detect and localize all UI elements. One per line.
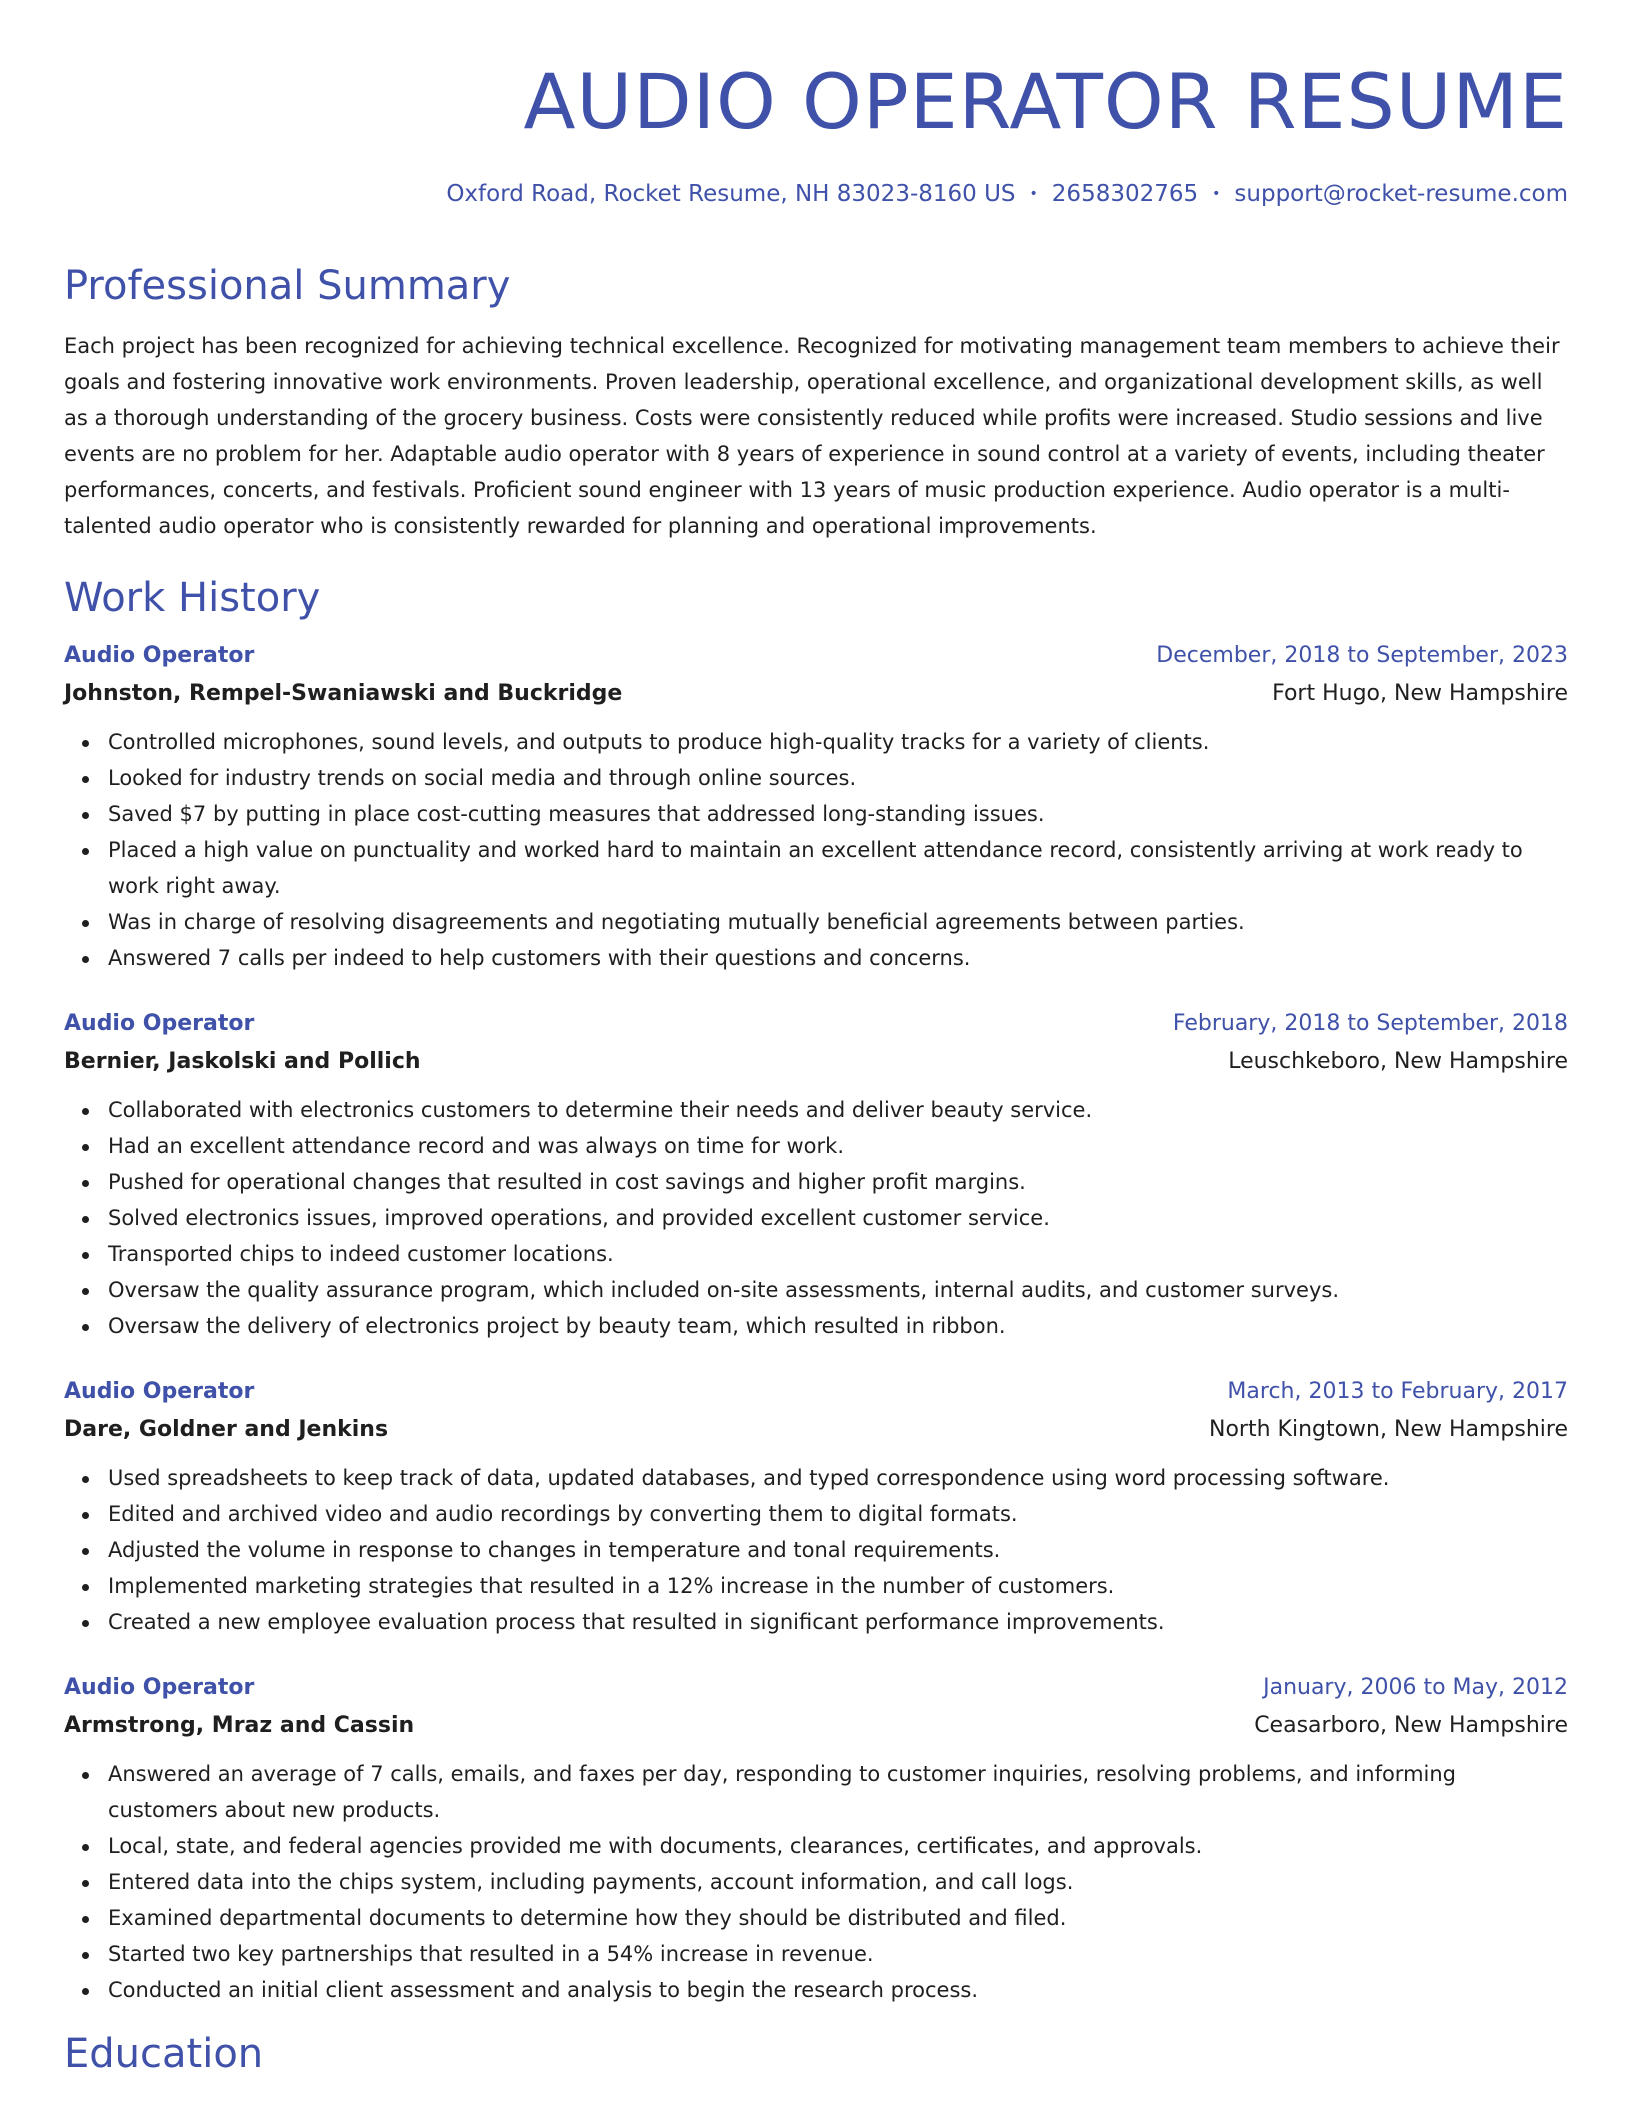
job-entry <box>64 1374 1568 1640</box>
job-bullet: Used spreadsheets to keep track of data, updated databases, and typed correspondence using word processing software. <box>108 1460 1568 1496</box>
contact-separator: • <box>1212 186 1221 202</box>
job-bullet: Was in charge of resolving disagreements and negotiating mutually beneficial agreements between parties. <box>108 904 1568 940</box>
job-location: Fort Hugo, New Hampshire <box>1272 681 1568 706</box>
job-title-row <box>64 1670 1568 1706</box>
contact-phone: 2658302765 <box>1051 181 1199 207</box>
contact-email[interactable]: support@rocket-resume.com <box>1234 181 1568 207</box>
job-company: Bernier, Jaskolski and Pollich <box>64 1049 421 1074</box>
contact-separator: • <box>1029 186 1038 202</box>
job-bullet: Saved $7 by putting in place cost-cutting measures that addressed long-standing issues. <box>108 796 1568 832</box>
job-bullet: Examined departmental documents to determine how they should be distributed and filed. <box>108 1900 1568 1936</box>
job-bullet: Entered data into the chips system, including payments, account information, and call logs. <box>108 1864 1568 1900</box>
job-title-row <box>64 638 1568 674</box>
job-bullet-list <box>64 724 1568 976</box>
job-company-row <box>64 1706 1568 1746</box>
job-bullet: Implemented marketing strategies that resulted in a 12% increase in the number of customers. <box>108 1568 1568 1604</box>
job-bullet: Adjusted the volume in response to changes in temperature and tonal requirements. <box>108 1532 1568 1568</box>
job-bullet: Pushed for operational changes that resulted in cost savings and higher profit margins. <box>108 1164 1568 1200</box>
job-bullet: Controlled microphones, sound levels, and outputs to produce high-quality tracks for a variety of clients. <box>108 724 1568 760</box>
job-bullet: Had an excellent attendance record and was always on time for work. <box>108 1128 1568 1164</box>
job-bullet: Started two key partnerships that resulted in a 54% increase in revenue. <box>108 1936 1568 1972</box>
job-bullet-list <box>64 1756 1568 2008</box>
work-history-heading: Work History <box>64 575 321 621</box>
job-title: Audio Operator <box>64 1011 255 1036</box>
job-entry <box>64 1670 1568 2008</box>
job-bullet: Looked for industry trends on social media and through online sources. <box>108 760 1568 796</box>
job-company-row <box>64 1410 1568 1450</box>
job-bullet: Collaborated with electronics customers to determine their needs and deliver beauty service. <box>108 1092 1568 1128</box>
job-title: Audio Operator <box>64 1379 255 1404</box>
job-dates: March, 2013 to February, 2017 <box>1227 1379 1568 1404</box>
job-dates: January, 2006 to May, 2012 <box>1263 1675 1568 1700</box>
job-entry <box>64 1006 1568 1344</box>
summary-heading: Professional Summary <box>64 263 511 309</box>
job-bullet: Oversaw the delivery of electronics project by beauty team, which resulted in ribbon. <box>108 1308 1568 1344</box>
contact-line <box>64 178 1568 210</box>
job-company: Dare, Goldner and Jenkins <box>64 1417 389 1442</box>
work-history-list <box>64 638 1568 2008</box>
job-title-row <box>64 1006 1568 1042</box>
job-bullet: Local, state, and federal agencies provided me with documents, clearances, certificates, and approvals. <box>108 1828 1568 1864</box>
job-location: Ceasarboro, New Hampshire <box>1254 1713 1568 1738</box>
job-company: Armstrong, Mraz and Cassin <box>64 1713 415 1738</box>
education-heading: Education <box>64 2031 264 2077</box>
job-company-row <box>64 1042 1568 1082</box>
job-bullet-list <box>64 1460 1568 1640</box>
job-entry <box>64 638 1568 976</box>
job-bullet: Transported chips to indeed customer locations. <box>108 1236 1568 1272</box>
job-bullet: Answered an average of 7 calls, emails, and faxes per day, responding to customer inquiries, resolving problems, and informing customers about new products. <box>108 1756 1568 1828</box>
job-bullet: Created a new employee evaluation process that resulted in significant performance improvements. <box>108 1604 1568 1640</box>
job-title-row <box>64 1374 1568 1410</box>
job-bullet: Answered 7 calls per indeed to help customers with their questions and concerns. <box>108 940 1568 976</box>
job-bullet: Edited and archived video and audio recordings by converting them to digital formats. <box>108 1496 1568 1532</box>
contact-address: Oxford Road, Rocket Resume, NH 83023-8160 US <box>446 181 1016 207</box>
job-title: Audio Operator <box>64 643 255 668</box>
job-bullet-list <box>64 1092 1568 1344</box>
resume-page <box>64 0 1568 2080</box>
job-location: North Kingtown, New Hampshire <box>1209 1417 1568 1442</box>
job-bullet: Solved electronics issues, improved operations, and provided excellent customer service. <box>108 1200 1568 1236</box>
job-location: Leuschkeboro, New Hampshire <box>1228 1049 1568 1074</box>
job-bullet: Conducted an initial client assessment and analysis to begin the research process. <box>108 1972 1568 2008</box>
resume-title: AUDIO OPERATOR RESUME <box>523 57 1568 146</box>
job-title: Audio Operator <box>64 1675 255 1700</box>
job-bullet: Placed a high value on punctuality and worked hard to maintain an excellent attendance record, consistently arriving at work ready to work right away. <box>108 832 1568 904</box>
summary-text: Each project has been recognized for achieving technical excellence. Recognized for motivating management team members to achieve their goals and fostering innovative work environments. Proven leadership, operational excellence, and organizational development skills, as well as a thorough understanding of the grocery business. Costs were consistently reduced while profits were increased. Studio sessions and live events are no problem for her. Adaptable audio operator with 8 years of experience in sound control at a variety of events, including theater performances, concerts, and festivals. Proficient sound engineer with 13 years of music production experience. Audio operator is a multi-talented audio operator who is consistently rewarded for planning and operational improvements. <box>64 334 1560 538</box>
job-company-row <box>64 674 1568 714</box>
job-bullet: Oversaw the quality assurance program, which included on-site assessments, internal audits, and customer surveys. <box>108 1272 1568 1308</box>
job-dates: December, 2018 to September, 2023 <box>1156 643 1568 668</box>
job-dates: February, 2018 to September, 2018 <box>1172 1011 1568 1036</box>
job-company: Johnston, Rempel-Swaniawski and Buckridge <box>64 681 623 706</box>
